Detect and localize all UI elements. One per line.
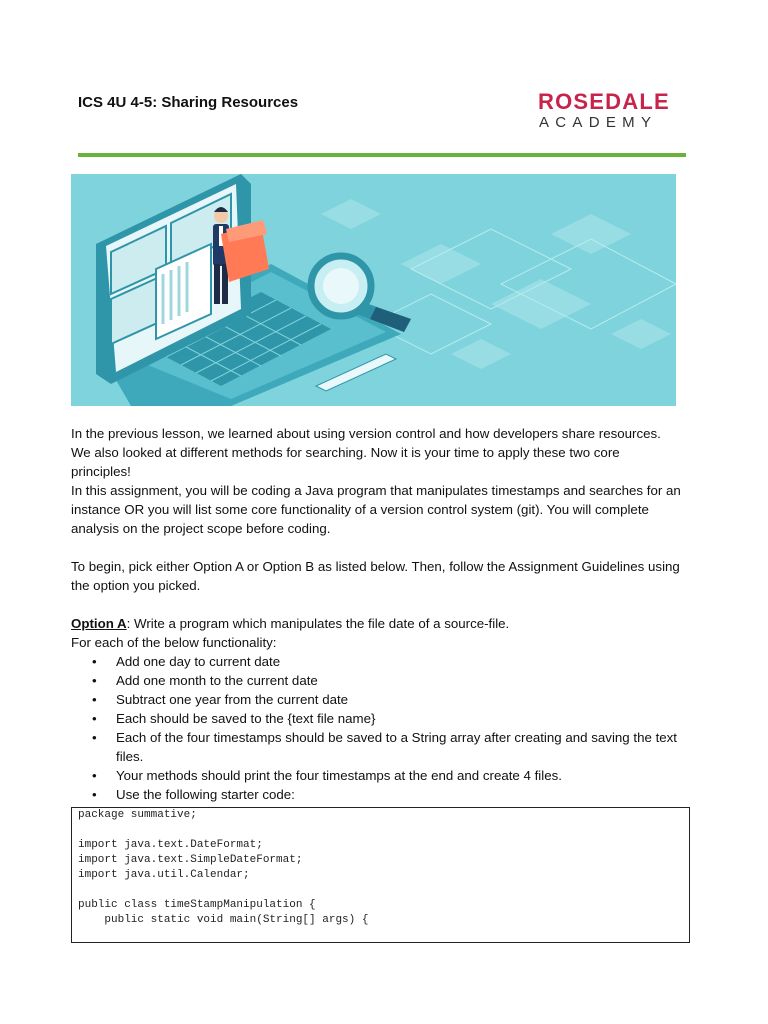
list-item-text: Each of the four timestamps should be saved to a String array after creating and saving the text files. — [116, 730, 677, 764]
code-line: import java.text.DateFormat; — [78, 839, 263, 851]
code-line — [72, 823, 689, 838]
list-item-text: Subtract one year from the current date — [116, 692, 349, 707]
bullet-icon: • — [92, 673, 97, 688]
option-a-description: : Write a program which manipulates the file date of a source-file. — [126, 616, 510, 631]
header-divider — [78, 153, 686, 157]
bullet-icon: • — [92, 787, 97, 802]
logo-wordmark-rosedale: ROSEDALE — [538, 89, 670, 114]
code-line: package summative; — [78, 809, 197, 821]
list-item-text: Add one day to current date — [116, 654, 281, 669]
starter-code-block — [71, 807, 690, 943]
list-item-text: Each should be saved to the {text file name} — [116, 711, 376, 726]
hero-illustration — [71, 174, 676, 406]
list-item — [71, 766, 683, 785]
option-a-label: Option A — [71, 616, 127, 631]
rosedale-academy-logo — [538, 90, 674, 131]
intro-paragraph-2: In this assignment, you will be coding a Java program that manipulates timestamps and searches for an instance OR you will list some core functionality of a version control system (git). You will complete analysis on the project scope before coding. — [71, 483, 681, 536]
code-line: public static void main(String[] args) { — [78, 914, 369, 926]
code-line — [72, 883, 689, 898]
document-title: ICS 4U 4-5: Sharing Resources — [78, 94, 299, 111]
bullet-icon: • — [92, 730, 97, 745]
bullet-icon: • — [92, 654, 97, 669]
intro-paragraph-1: In the previous lesson, we learned about using version control and how developers share resources. We also looked at different methods for searching. Now it is your time to apply these two core principles! — [71, 426, 661, 479]
list-item-text: Your methods should print the four timestamps at the end and create 4 files. — [116, 768, 562, 783]
code-line: import java.util.Calendar; — [78, 869, 250, 881]
list-item — [71, 728, 683, 766]
list-item — [71, 709, 683, 728]
option-a-heading — [71, 614, 683, 633]
option-a-intro: For each of the below functionality: — [71, 635, 277, 650]
list-item — [71, 785, 683, 804]
option-a-bullet-list — [71, 652, 683, 804]
list-item — [71, 690, 683, 709]
bullet-icon: • — [92, 692, 97, 707]
bullet-icon: • — [92, 768, 97, 783]
laptop-file-cabinet-icon — [71, 174, 676, 406]
intro-paragraph-3: To begin, pick either Option A or Option B as listed below. Then, follow the Assignment Guidelines using the option you picked. — [71, 559, 680, 593]
list-item-text: Add one month to the current date — [116, 673, 318, 688]
list-item — [71, 671, 683, 690]
code-line: public class timeStampManipulation { — [78, 899, 316, 911]
code-line: import java.text.SimpleDateFormat; — [78, 854, 303, 866]
list-item — [71, 652, 683, 671]
bullet-icon: • — [92, 711, 97, 726]
logo-wordmark-academy: ACADEMY — [539, 114, 658, 131]
list-item-text: Use the following starter code: — [116, 787, 295, 802]
assignment-body — [71, 424, 683, 804]
